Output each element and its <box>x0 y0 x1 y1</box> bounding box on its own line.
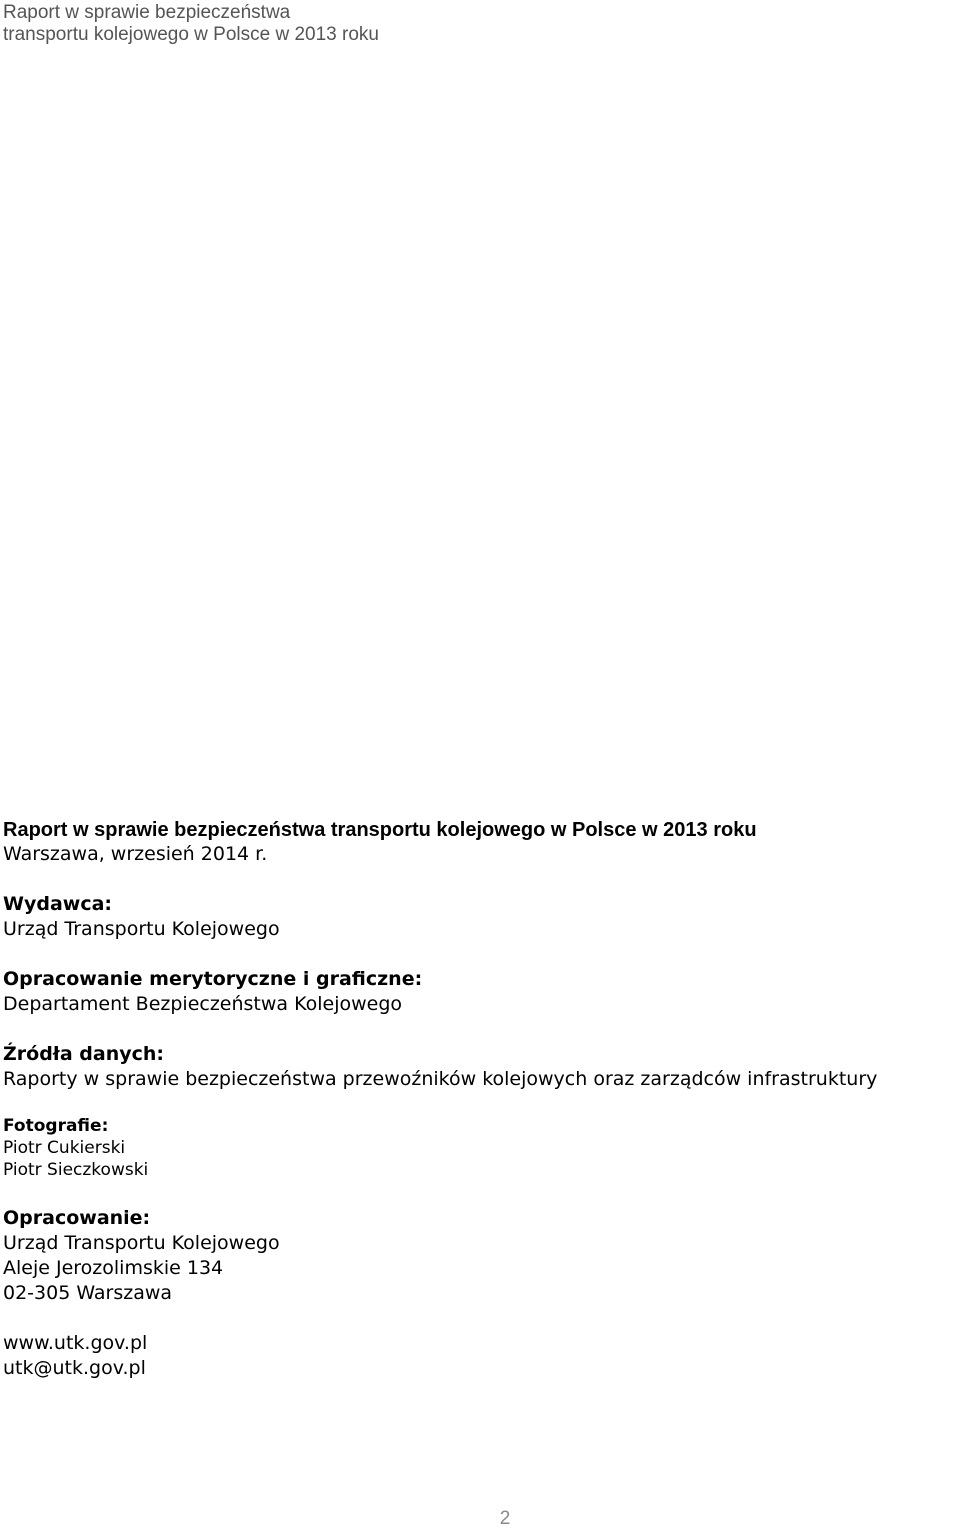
photos-label: Fotografie: <box>3 1116 109 1136</box>
photos-section <box>3 1115 953 1181</box>
sources-section <box>3 1042 953 1092</box>
sources-label: Źródła danych: <box>3 1043 165 1065</box>
prepared-section <box>3 1206 953 1306</box>
photographer-2: Piotr Sieczkowski <box>3 1160 149 1180</box>
website-link[interactable]: www.utk.gov.pl <box>3 1332 148 1354</box>
page-number: 2 <box>499 1508 511 1529</box>
running-header <box>3 2 379 46</box>
editorial-section <box>3 967 953 1017</box>
running-header-line-1: Raport w sprawie bezpieczeństwa <box>3 2 291 23</box>
contact-section <box>3 1331 953 1381</box>
imprint-block <box>3 818 953 1381</box>
photographer-1: Piotr Cukierski <box>3 1138 126 1158</box>
prepared-street: Aleje Jerozolimskie 134 <box>3 1257 224 1279</box>
editorial-value: Departament Bezpieczeństwa Kolejowego <box>3 993 403 1015</box>
place-date: Warszawa, wrzesień 2014 r. <box>3 843 268 865</box>
editorial-label: Opracowanie merytoryczne i graficzne: <box>3 968 423 990</box>
prepared-label: Opracowanie: <box>3 1207 151 1229</box>
prepared-organization: Urząd Transportu Kolejowego <box>3 1232 280 1254</box>
prepared-city: 02-305 Warszawa <box>3 1282 173 1304</box>
report-title: Raport w sprawie bezpieczeństwa transportu kolejowego w Polsce w 2013 roku <box>3 819 757 841</box>
email-link[interactable]: utk@utk.gov.pl <box>3 1357 146 1379</box>
publisher-label: Wydawca: <box>3 893 112 915</box>
running-header-line-2: transportu kolejowego w Polsce w 2013 roku <box>3 24 379 45</box>
publisher-value: Urząd Transportu Kolejowego <box>3 918 280 940</box>
publisher-section <box>3 892 953 942</box>
sources-value: Raporty w sprawie bezpieczeństwa przewoźników kolejowych oraz zarządców infrastruktury <box>3 1068 878 1090</box>
